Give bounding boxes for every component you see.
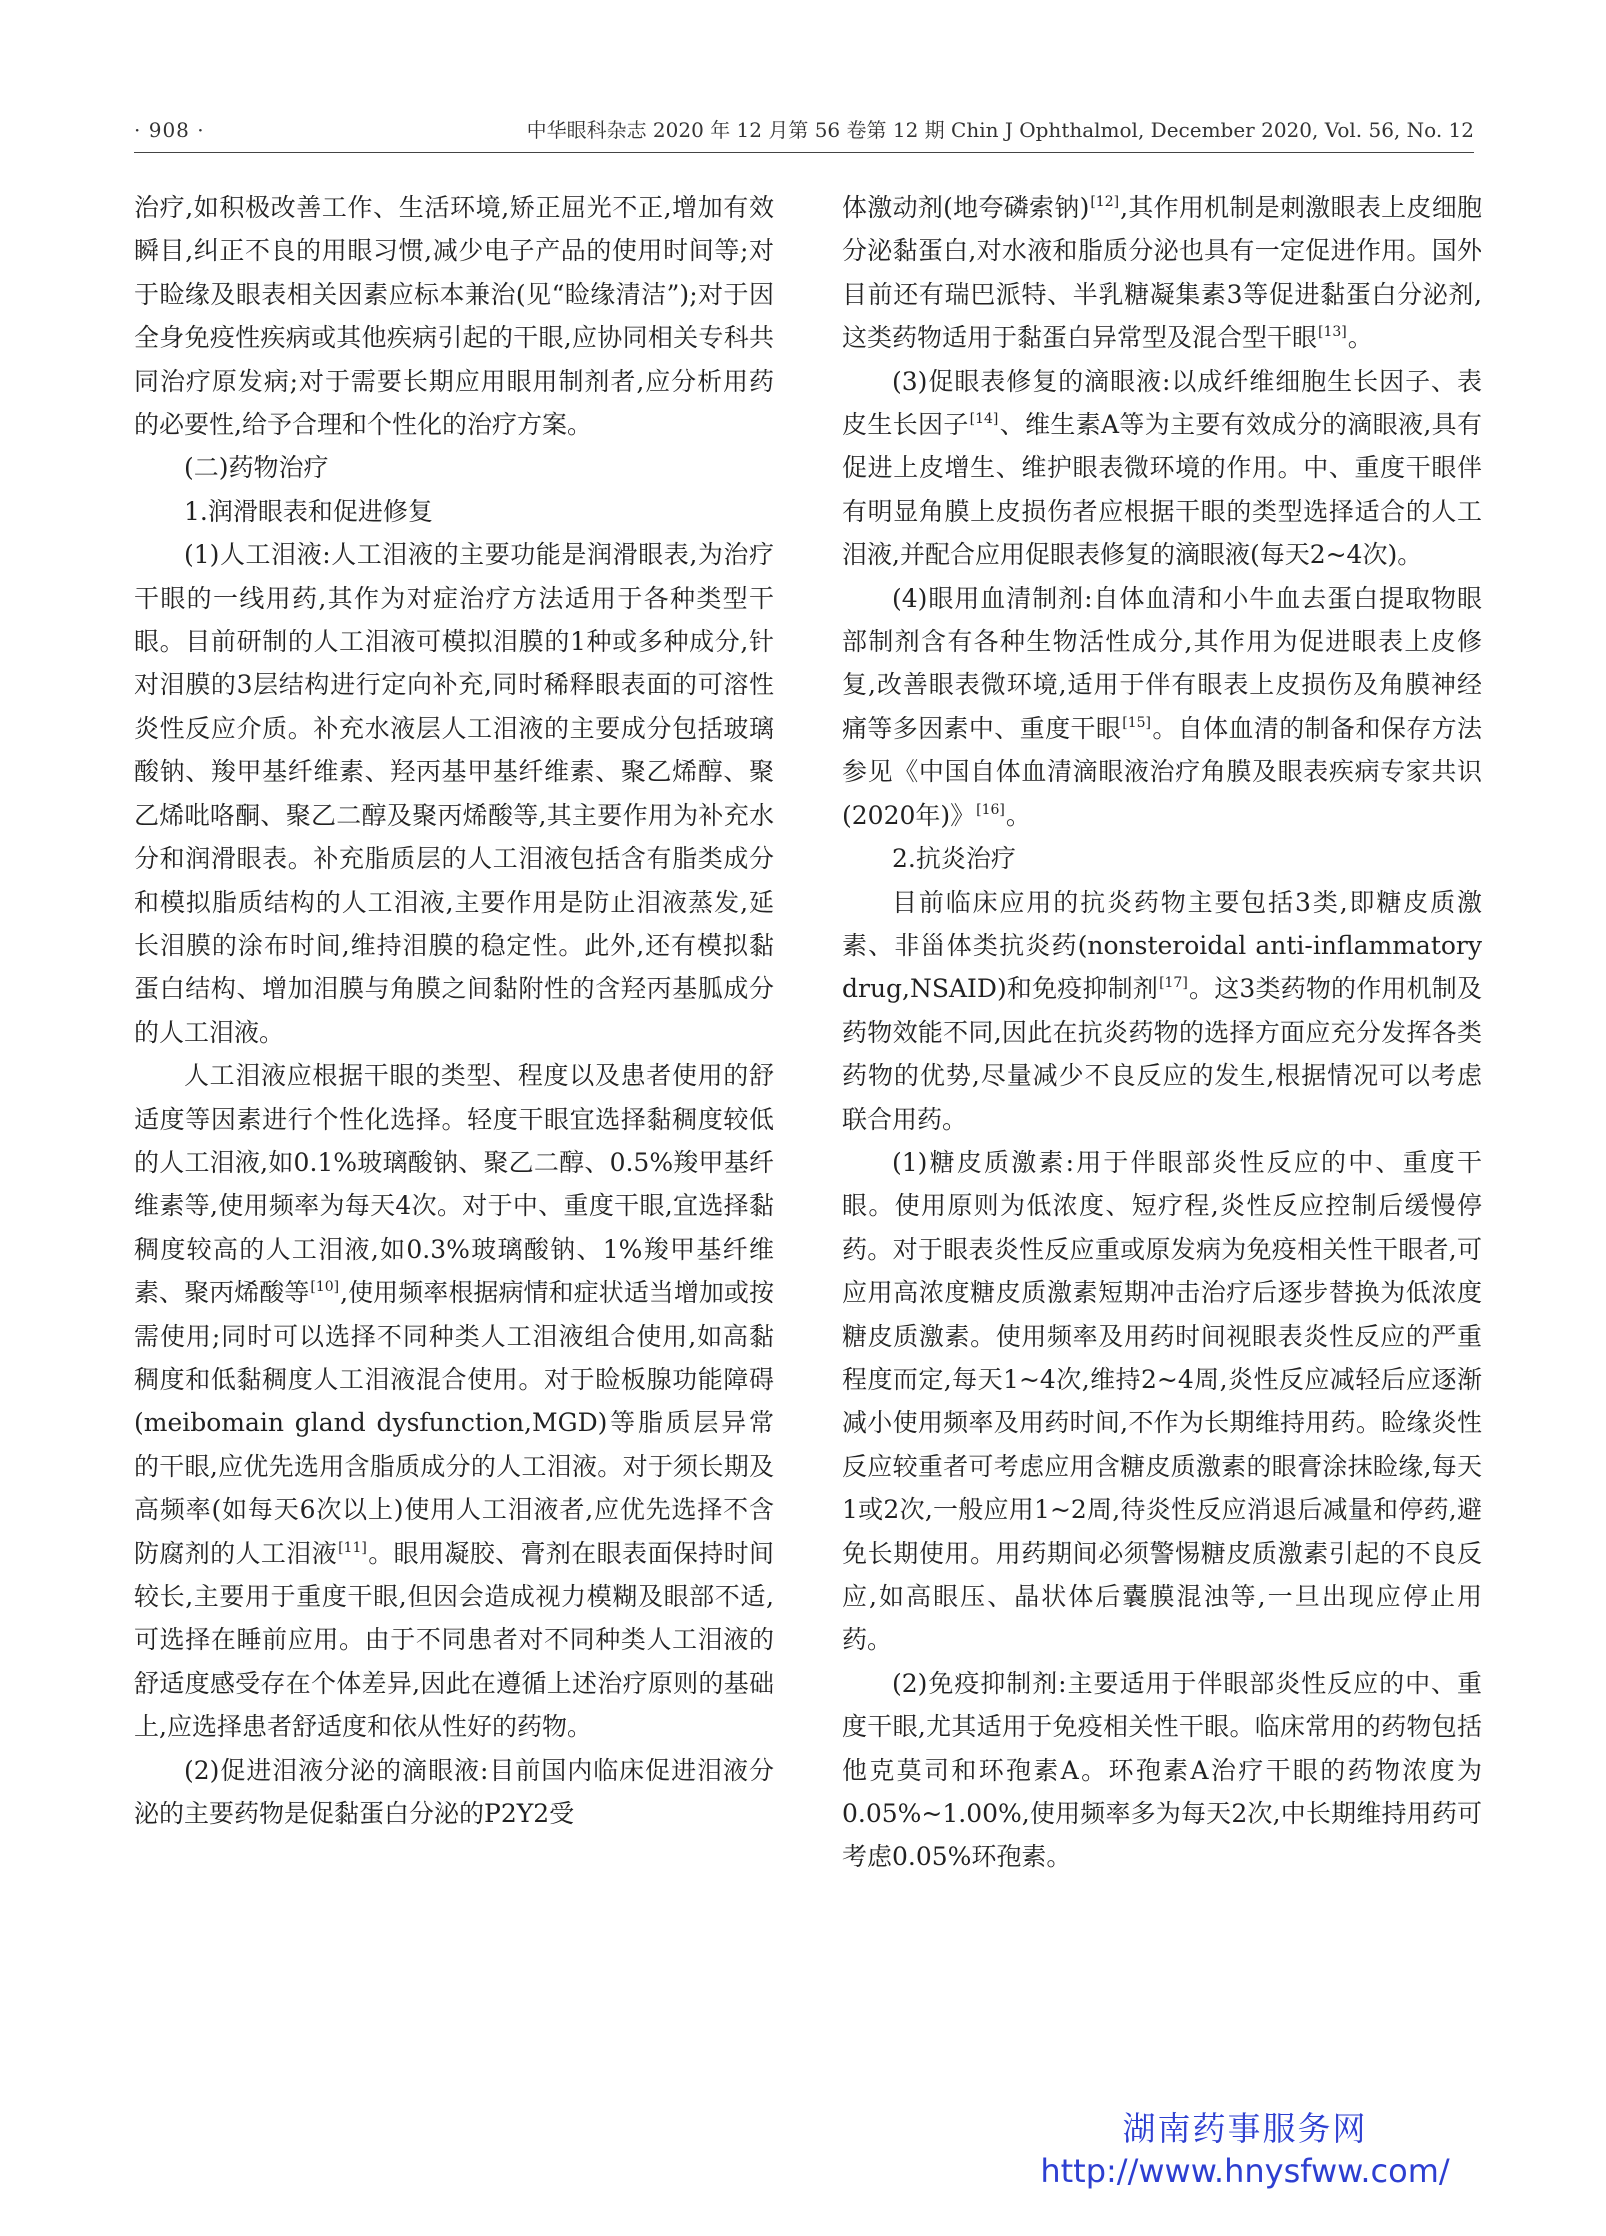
watermark-site-name: 湖南药事服务网 (1122, 2109, 1368, 2148)
paragraph-text: 。 (1005, 800, 1031, 830)
paragraph-text: 、维生素A等为主要有效成分的滴眼液,具有促进上皮增生、维护眼表微环境的作用。中、重度干眼伴有明显角膜上皮损伤者应根据干眼的类型选择适合的人工泪液,并配合应用促眼表修复的滴眼液(每天2~4次)。 (842, 410, 1482, 570)
paragraph (842, 1662, 1482, 1879)
paragraph-text: 体激动剂(地夸磷索钠) (842, 193, 1090, 222)
running-head (134, 112, 1474, 148)
paragraph-text: 。这3类药物的作用机制及药物效能不同,因此在抗炎药物的选择方面应充分发挥各类药物的优势,尽量减少不良反应的发生,根据情况可以考虑联合用药。 (842, 974, 1482, 1134)
heading-text: (二)药物治疗 (184, 453, 329, 483)
paragraph-text: ,使用频率根据病情和症状适当增加或按需使用;同时可以选择不同种类人工泪液组合使用,如高黏稠度和低黏稠度人工泪液混合使用。对于睑板腺功能障碍(meibomain gland dysfunction,MGD)等脂质层异常的干眼,应优先选用含脂质成分的人工泪液。对于须长期及高频率(如每天6次以上)使用人工泪液者,应优先选择不含防腐剂的人工泪液 (134, 1278, 774, 1568)
paragraph (842, 577, 1482, 837)
paragraph (842, 186, 1482, 360)
paragraph-text: 治疗,如积极改善工作、生活环境,矫正屈光不正,增加有效瞬目,纠正不良的用眼习惯,减少电子产品的使用时间等;对于睑缘及眼表相关因素应标本兼治(见“睑缘清洁”);对于因全身免疫性疾病或其他疾病引起的干眼,应协同相关专科共同治疗原发病;对于需要长期应用眼用制剂者,应分析用药的必要性,给予合理和个性化的治疗方案。 (134, 193, 774, 440)
right-column (842, 186, 1482, 1879)
paragraph-text: ,其作用机制是刺激眼表上皮细胞分泌黏蛋白,对水液和脂质分泌也具有一定促进作用。国外目前还有瑞巴派特、半乳糖凝集素3等促进黏蛋白分泌剂,这类药物适用于黏蛋白异常型及混合型干眼 (842, 193, 1482, 353)
section-heading (134, 446, 774, 489)
heading-text: 1.润滑眼表和促进修复 (184, 496, 433, 526)
paragraph (134, 1749, 774, 1836)
citation-ref[interactable]: [15] (1122, 714, 1151, 731)
paragraph-text: (3)促眼表修复的滴眼液:以成纤维细胞生长因子、表皮生长因子 (842, 366, 1482, 440)
left-column (134, 186, 774, 1835)
paragraph-text: (4)眼用血清制剂:自体血清和小牛血去蛋白提取物眼部制剂含有各种生物活性成分,其作用为促进眼表上皮修复,改善眼表微环境,适用于伴有眼表上皮损伤及角膜神经痛等多因素中、重度干眼 (842, 583, 1482, 743)
paragraph (134, 1054, 774, 1749)
citation-ref[interactable]: [11] (338, 1539, 367, 1556)
citation-ref[interactable]: [17] (1159, 975, 1188, 992)
watermark (1010, 2108, 1480, 2192)
subsection-heading (842, 837, 1482, 880)
header-rule (134, 152, 1474, 153)
citation-ref[interactable]: [12] (1090, 194, 1120, 210)
paragraph (842, 360, 1482, 577)
paragraph-text: (2)免疫抑制剂:主要适用于伴眼部炎性反应的中、重度干眼,尤其适用于免疫相关性干眼。临床常用的药物包括他克莫司和环孢素A。环孢素A治疗干眼的药物浓度为0.05%~1.00%,使用频率多为每天2次,中长期维持用药可考虑0.05%环孢素。 (842, 1668, 1482, 1872)
paragraph-text: 。眼用凝胶、膏剂在眼表面保持时间较长,主要用于重度干眼,但因会造成视力模糊及眼部不适,可选择在睡前应用。由于不同患者对不同种类人工泪液的舒适度感受存在个体差异,因此在遵循上述治疗原则的基础上,应选择患者舒适度和依从性好的药物。 (134, 1538, 774, 1742)
paragraph-text: (2)促进泪液分泌的滴眼液:目前国内临床促进泪液分泌的主要药物是促黏蛋白分泌的P2Y2受 (134, 1755, 774, 1829)
paragraph-text: 。自体血清的制备和保存方法参见《中国自体血清滴眼液治疗角膜及眼表疾病专家共识(2020年)》 (842, 713, 1482, 830)
paragraph-text: 。 (1347, 323, 1373, 353)
paragraph-text: 目前临床应用的抗炎药物主要包括3类,即糖皮质激素、非甾体类抗炎药(nonsteroidal anti-inflammatory drug,NSAID)和免疫抑制剂 (842, 887, 1482, 1004)
citation-ref[interactable]: [10] (310, 1279, 340, 1296)
journal-citation: 中华眼科杂志 2020 年 12 月第 56 卷第 12 期 Chin J Ophthalmol, December 2020, Vol. 56, No. 12 (526, 118, 1474, 142)
heading-text: 2.抗炎治疗 (892, 844, 1016, 874)
paragraph-text: 人工泪液应根据干眼的类型、程度以及患者使用的舒适度等因素进行个性化选择。轻度干眼宜选择黏稠度较低的人工泪液,如0.1%玻璃酸钠、聚乙二醇、0.5%羧甲基纤维素等,使用频率为每天4次。对于中、重度干眼,宜选择黏稠度较高的人工泪液,如0.3%玻璃酸钠、1%羧甲基纤维素、聚丙烯酸等 (134, 1061, 774, 1308)
subsection-heading (134, 490, 774, 533)
paragraph-text: (1)糖皮质激素:用于伴眼部炎性反应的中、重度干眼。使用原则为低浓度、短疗程,炎性反应控制后缓慢停药。对于眼表炎性反应重或原发病为免疫相关性干眼者,可应用高浓度糖皮质激素短期冲击治疗后逐步替换为低浓度糖皮质激素。使用频率及用药时间视眼表炎性反应的严重程度而定,每天1~4次,维持2~4周,炎性反应减轻后应逐渐减小使用频率及用药时间,不作为长期维持用药。睑缘炎性反应较重者可考虑应用含糖皮质激素的眼膏涂抹睑缘,每天1或2次,一般应用1~2周,待炎性反应消退后减量和停药,避免长期使用。用药期间必须警惕糖皮质激素引起的不良反应,如高眼压、晶状体后囊膜混浊等,一旦出现应停止用药。 (842, 1147, 1482, 1655)
citation-ref[interactable]: [14] (969, 411, 999, 428)
paragraph (842, 1141, 1482, 1662)
paragraph (134, 186, 774, 446)
paragraph (842, 881, 1482, 1141)
page-number: · 908 · (134, 118, 205, 142)
watermark-url[interactable]: http://www.hnysfww.com/ (1040, 2152, 1450, 2190)
citation-ref[interactable]: [13] (1318, 324, 1347, 341)
citation-ref[interactable]: [16] (976, 801, 1005, 818)
paragraph (134, 533, 774, 1054)
paragraph-text: (1)人工泪液:人工泪液的主要功能是润滑眼表,为治疗干眼的一线用药,其作为对症治疗方法适用于各种类型干眼。目前研制的人工泪液可模拟泪膜的1种或多种成分,针对泪膜的3层结构进行定向补充,同时稀释眼表面的可溶性炎性反应介质。补充水液层人工泪液的主要成分包括玻璃酸钠、羧甲基纤维素、羟丙基甲基纤维素、聚乙烯醇、聚乙烯吡咯酮、聚乙二醇及聚丙烯酸等,其主要作用为补充水分和润滑眼表。补充脂质层的人工泪液包括含有脂类成分和模拟脂质结构的人工泪液,主要作用是防止泪液蒸发,延长泪膜的涂布时间,维持泪膜的稳定性。此外,还有模拟黏蛋白结构、增加泪膜与角膜之间黏附性的含羟丙基胍成分的人工泪液。 (134, 540, 774, 1047)
